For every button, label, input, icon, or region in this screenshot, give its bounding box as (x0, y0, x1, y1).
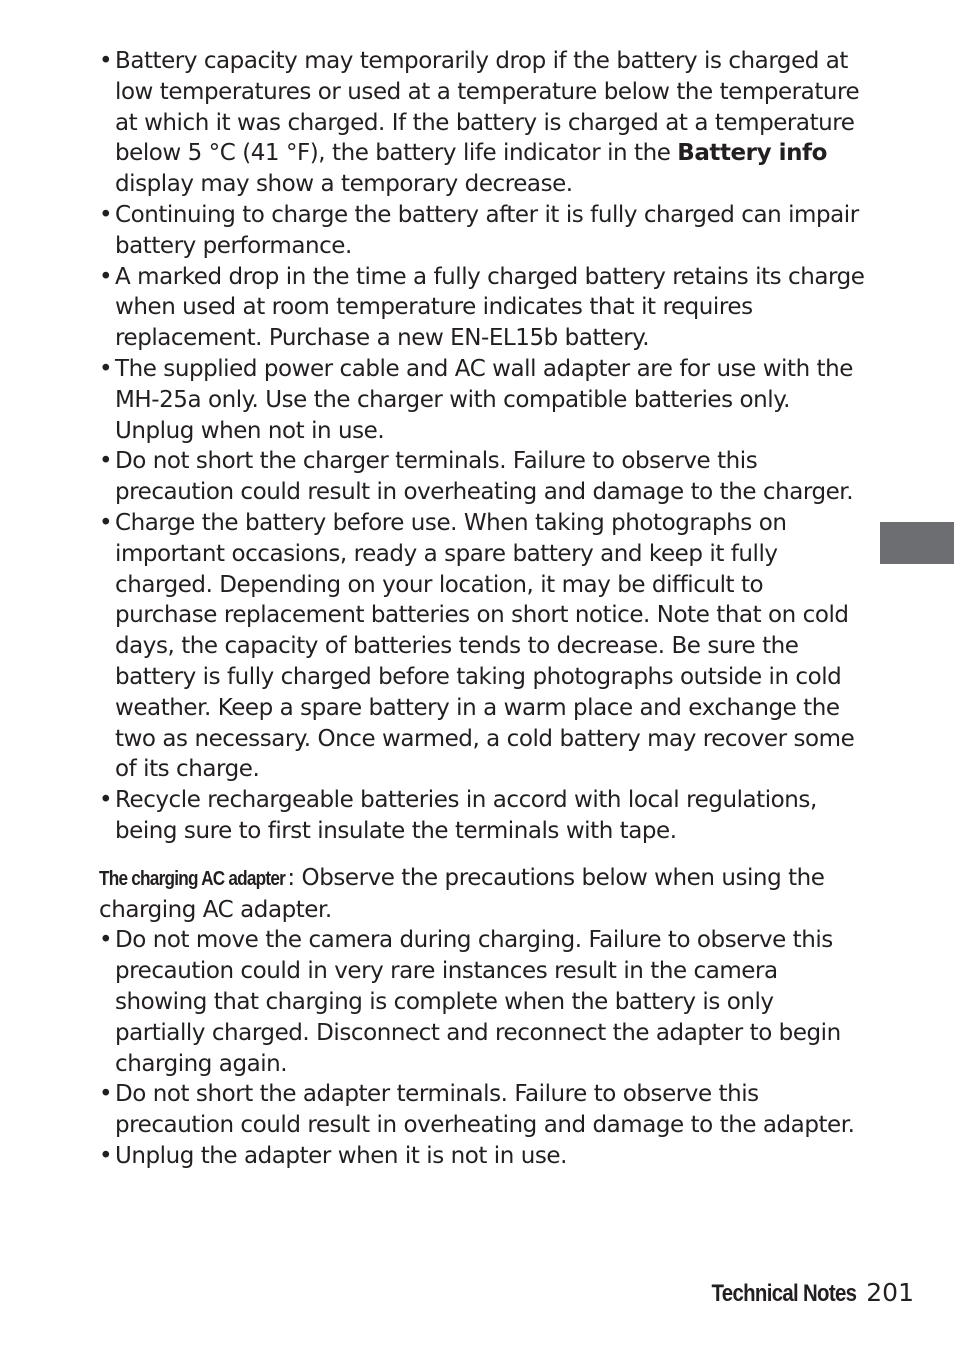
list-item-text: A marked drop in the time a fully charged battery retains its charge when used at room temperature indicates that it requires replacement. Purchase a new EN-EL15b battery. (115, 263, 865, 352)
list-item-text: Do not move the camera during charging. Failure to observe this precaution could in very rare instances result in the camera showing that charging is complete when the battery is only partially charged. Disconnect and reconnect the adapter to begin charging again. (115, 927, 841, 1077)
bullet-icon: • (99, 1142, 113, 1169)
adapter-intro-text: : Observe the precautions below when using the charging AC adapter. (99, 864, 825, 923)
list-item-text: Do not short the adapter terminals. Failure to observe this precaution could result in overheating and damage to the adapter. (115, 1081, 855, 1139)
battery-info-label: Battery info (677, 140, 827, 167)
list-item (99, 925, 869, 1079)
list-item-text: display may show a temporary decrease. (115, 171, 573, 198)
adapter-precautions-list (99, 925, 869, 1171)
bullet-icon: • (99, 201, 113, 228)
list-item (99, 1079, 869, 1141)
list-item-text: Charge the battery before use. When taking photographs on important occasions, ready a spare battery and keep it fully charged. Depending on your location, it may be difficult to purchase replacement batteries on short notice. Note that on cold days, the capacity of batteries tends to decrease. Be sure the battery is fully charged before taking photographs outside in cold weather. Keep a spare battery in a warm place and exchange the two as necessary. Once warmed, a cold battery may recover some of its charge. (115, 509, 855, 783)
list-item (99, 262, 869, 354)
adapter-intro-paragraph (99, 863, 869, 926)
page-footer (686, 1278, 914, 1308)
list-item (99, 46, 869, 200)
bullet-icon: • (99, 787, 113, 814)
page-body (99, 46, 869, 1172)
page-number: 201 (866, 1278, 914, 1307)
list-item (99, 508, 869, 785)
list-item (99, 354, 869, 446)
bullet-icon: • (99, 263, 113, 290)
list-item-text: Unplug the adapter when it is not in use. (115, 1142, 567, 1169)
list-item-text: Continuing to charge the battery after it is fully charged can impair battery performance. (115, 201, 859, 259)
bullet-icon: • (99, 1081, 113, 1108)
bullet-icon: • (99, 355, 113, 382)
list-item (99, 446, 869, 508)
battery-precautions-list (99, 46, 869, 847)
bullet-icon: • (99, 48, 113, 74)
list-item (99, 1141, 869, 1172)
bullet-icon: • (99, 509, 113, 536)
list-item-text: Recycle rechargeable batteries in accord with local regulations, being sure to first insulate the terminals with tape. (115, 787, 817, 844)
bullet-icon: • (99, 927, 113, 954)
list-item (99, 785, 869, 847)
bullet-icon: • (99, 448, 113, 475)
footer-section-title: Technical Notes (711, 1280, 857, 1307)
section-thumb-tab (880, 522, 954, 564)
list-item-text: Battery capacity may temporarily drop if the battery is charged at low temperatures or used at a temperature below the temperature at which it was charged. If the battery is charged at a temperature below 5 °C (41 °F), the battery life indicator in the (115, 48, 860, 167)
list-item (99, 200, 869, 262)
list-item-text: The supplied power cable and AC wall adapter are for use with the MH-25a only. Use the charger with compatible batteries only. Unplug when not in use. (115, 355, 853, 444)
list-item-text: Do not short the charger terminals. Failure to observe this precaution could result in overheating and damage to the charger. (115, 448, 854, 506)
adapter-section-heading: The charging AC adapter (99, 867, 286, 890)
